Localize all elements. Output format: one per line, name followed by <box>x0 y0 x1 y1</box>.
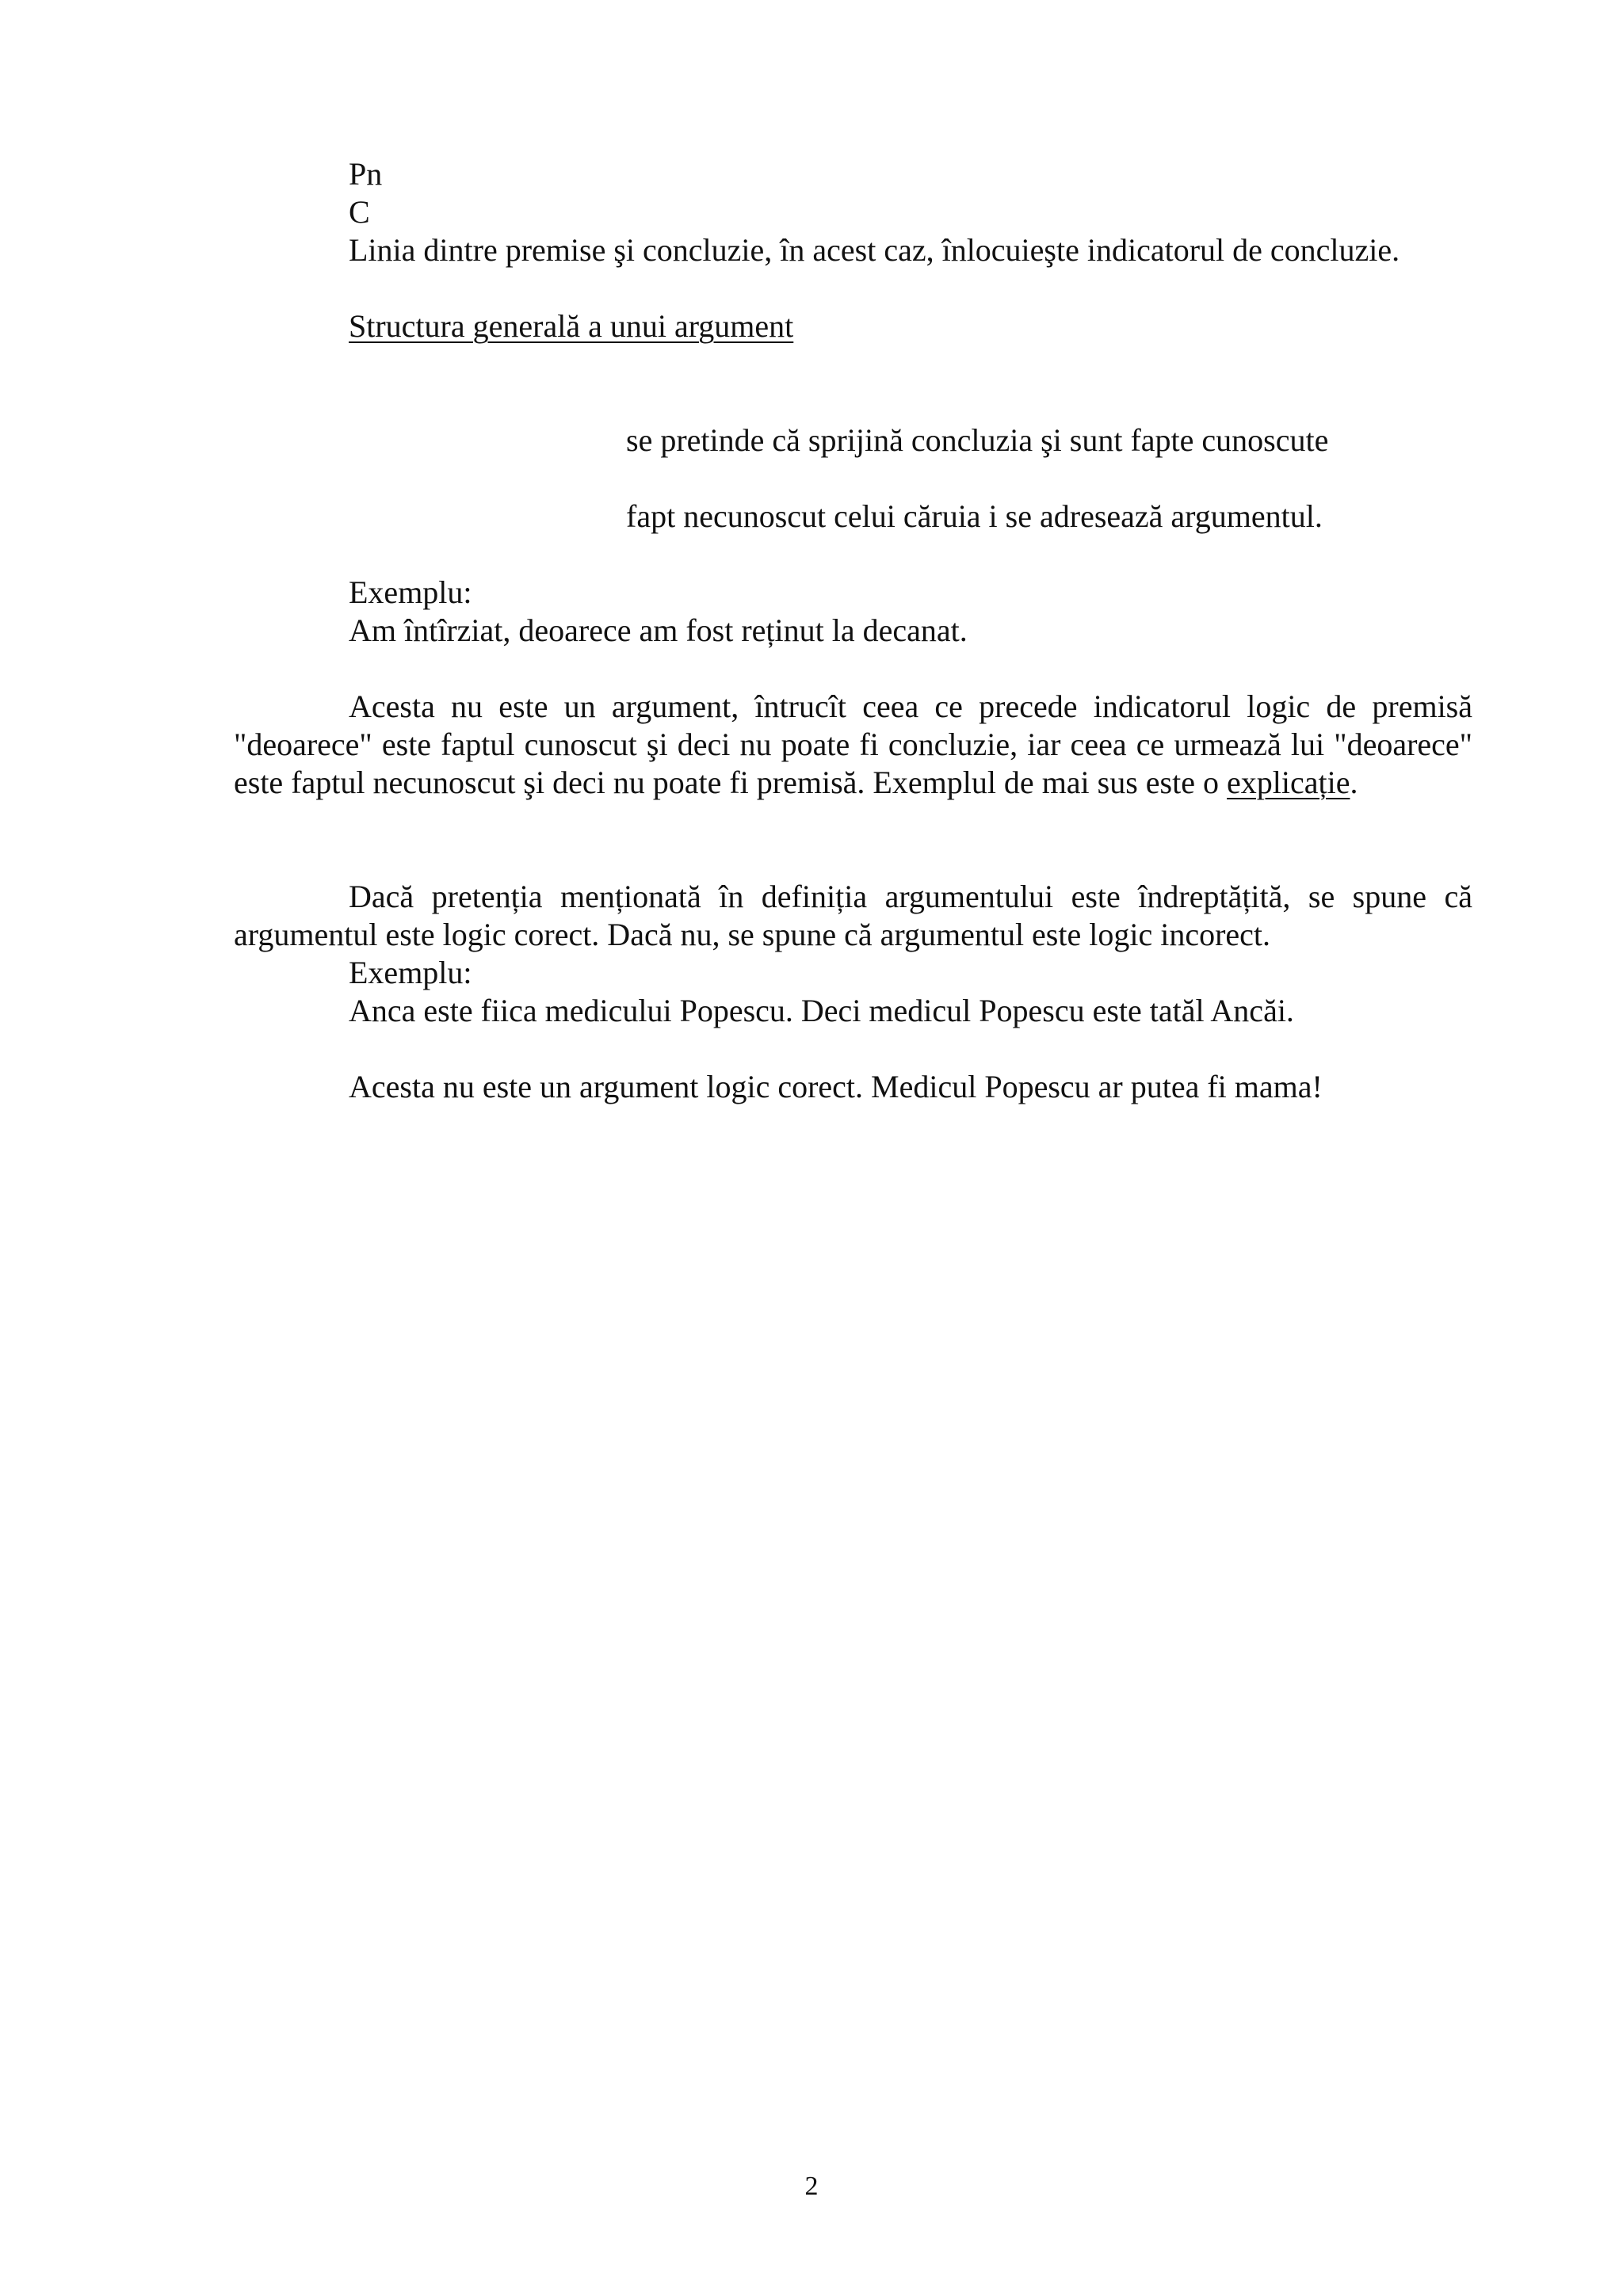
example-text-2: Anca este fiica medicului Popescu. Deci medicul Popescu este tatăl Ancăi. <box>349 993 1294 1028</box>
example-label-2: Exemplu: <box>349 955 472 990</box>
example-text: Am întîrziat, deoarece am fost reținut la decanat. <box>349 612 968 648</box>
explanation-paragraph-text: Acesta nu este un argument, întrucît ceea ce precede indicatorul logic de premisă "deoarece" este faptul cunoscut şi deci nu poate fi concluzie, iar ceea ce urmează lui "deoarece" este faptul necunoscut şi deci nu poate fi premisă. Exemplul de mai sus este o <box>234 688 1472 800</box>
conclusion-c-line: C <box>349 194 370 230</box>
structure-conclusion-text: fapt necunoscut celui căruia i se adresează argumentul. <box>626 498 1323 534</box>
closing-sentence: Acesta nu este un argument logic corect. Medicul Popescu ar putea fi mama! <box>349 1069 1323 1104</box>
correctness-paragraph: Dacă pretenția menționată în definiția argumentului este îndreptățită, se spune că argumentul este logic corect. Dacă nu, se spune că argumentul este logic incorect. <box>234 879 1472 952</box>
line-note: Linia dintre premise şi concluzie, în acest caz, înlocuieşte indicatorul de concluzie. <box>349 232 1400 268</box>
structure-heading: Structura generală a unui argument <box>349 308 794 344</box>
page-number: 2 <box>804 2172 819 2201</box>
structure-premise-text: se pretinde că sprijină concluzia şi sunt fapte cunoscute <box>626 422 1329 458</box>
explanation-term: explicație <box>1227 765 1350 800</box>
explanation-paragraph <box>234 688 1472 802</box>
example-label: Exemplu: <box>349 574 472 610</box>
explanation-paragraph-end: . <box>1350 765 1358 800</box>
premise-pn-line: Pn <box>349 156 383 192</box>
